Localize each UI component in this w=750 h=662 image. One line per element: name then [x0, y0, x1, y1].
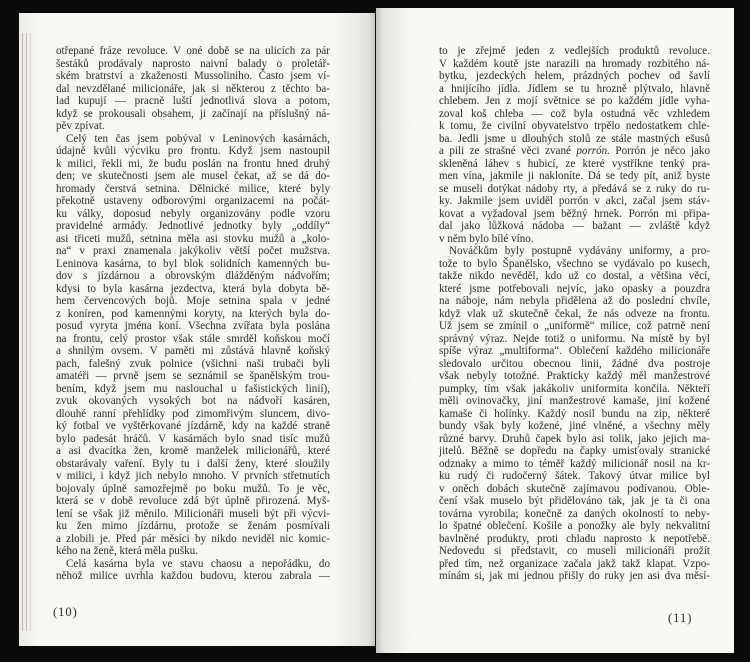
text-line: v něm bylo bílé víno.	[439, 232, 534, 245]
text-line: které jsme potřebovali nejvíc, jako opasky a pouzdra	[439, 282, 710, 295]
text-line: lo špatné oblečení. Košile a ponožky ale byly nekvalitní	[439, 520, 710, 532]
text-line: v milici, i když jich nebylo mnoho. V prvních střetnutích	[56, 470, 330, 482]
text-line: na“ v praxi znamenala jakýkoliv větší počet mužstva.	[56, 245, 330, 257]
left-page-body-text	[56, 45, 330, 583]
text-line: hem červencových bojů. Moje setnina spala v jedné	[56, 295, 330, 307]
text-line: lení se však již měnilo. Milicionáři museli být při výcvi-	[56, 507, 330, 520]
text-line: mínám si, jak mi jednou přišly do ruky jen asi dva měsí-	[439, 570, 710, 582]
text-line: pravidelné armády. Jednotlivé jednotky byly „oddíly“	[56, 220, 330, 232]
text-line: otřepané fráze revoluce. V oné době se na ulicích za pár	[56, 45, 330, 57]
text-line: Už jsem se zmínil o „uniformě“ milice, což patrně není	[439, 320, 710, 332]
right-page	[376, 8, 734, 653]
text-line: a zlobili je. Před pár měsíci by nikdo neviděl nic komic-	[56, 532, 330, 545]
text-line: dov s jízdárnou a obrovským dlážděným nádvořím;	[56, 270, 330, 282]
text-line: bytku, jezdeckých helem, prázdných pochev od šavlí	[439, 70, 710, 82]
text-line: před tím, než organizace začala jakž takž klapat. Vzpo-	[439, 557, 710, 570]
text-line: na náboje, nám nebyla přidělena až do poslední chvíle,	[439, 295, 710, 307]
text-line: Nováčkům byly postupně vydávány uniformy, a pro-	[449, 245, 710, 257]
text-line: ku rudý či rudočerný šátek. Takový útvar milice byl	[439, 470, 710, 482]
text-line: ku války, doposud nebyly organizovány podle vzoru	[56, 207, 330, 220]
text-line: když se prokousali obsahem, ji začínají na příslušný ná-	[56, 107, 330, 120]
text-line: překotně ustaveny odborovými organizacemi na počát-	[56, 195, 330, 207]
text-line: pumpky, tím však jakákoliv uniformita končila. Někteří	[439, 382, 710, 395]
text-line: bavlněné produkty, proti chladu naprosto k nepotřebě.	[439, 532, 710, 545]
right-page-body-text	[439, 45, 710, 583]
page-stack-edge	[30, 33, 31, 631]
text-line: k tomu, že civilní obyvatelstvo trpělo nedostatkem chle-	[439, 120, 710, 132]
text-line: různé barvy. Druhů čapek bylo asi tolik, jako jejich ma-	[439, 432, 710, 445]
text-line: men vína, jakmile ji nakloníte. Dá se tedy pít, aniž byste	[439, 170, 710, 182]
text-line: a shnilým ovsem. V paměti mi zůstává hlavně koňský	[56, 345, 330, 357]
page-number-left: (10)	[53, 605, 78, 619]
text-line: ký fotbal ve vyštěrkované jízdárně, kdy na každé straně	[56, 420, 330, 432]
text-line: chlebem. Jen z mojí světnice se po každém jídle vyha-	[439, 95, 710, 107]
text-line: správný výraz. Nejde totiž o uniformu. Na místě by byl	[439, 332, 710, 345]
text-line: asi třiceti mužů, setnina měla asi stovku mužů a „kolo-	[56, 232, 330, 245]
text-line: Celá kasárna byla ve stavu chaosu a nepořádku, do	[66, 557, 330, 570]
text-line: kdysi to byla kasárna jezdectva, která byla dobyta bě-	[56, 282, 330, 295]
text-line: čení však muselo být přidělováno tak, jak je ta či ona	[439, 495, 710, 507]
text-line: bením, když jsem mu naslouchal u fašistických linií),	[56, 382, 330, 395]
text-line: lad kupují — pracně luští jednotlivá slova a potom,	[56, 95, 330, 107]
text-line: pach, falešný zvuk polnice (všichni naši trubači byli	[56, 357, 330, 370]
text-line: Nedovedu si představit, co museli milicionáři prožít	[439, 545, 710, 557]
page-stack-edge	[26, 33, 27, 631]
text-line: Celý ten čas jsem pobýval v Leninových kasárnách,	[66, 132, 330, 145]
text-line: sledovalo určitou obecnou linii, žádné dva postroje	[439, 357, 710, 370]
text-line	[439, 145, 710, 158]
text-line: tože to bylo Španělsko, všechno se vydávalo po kusech,	[439, 257, 710, 270]
text-line: něhož milice uvrhla každou budovu, kterou zabrala —	[56, 570, 330, 582]
text-line: údajně kvůli výcviku pro frontu. Když jsem nastoupil	[56, 145, 330, 157]
text-line: jitelů. Běžně se dopředu na čapky umisťovaly stranické	[439, 445, 710, 457]
text-line: bylo padesát hráčů. V kasárnách bylo snad tisíc mužů	[56, 432, 330, 445]
left-page	[19, 13, 375, 646]
text-line: skleněná láhev s hubicí, ze které vystříkne tenký pra-	[439, 157, 710, 170]
text-line: ky. Jakmile jsem uviděl porrón v akci, začal jsem stáv-	[439, 195, 710, 207]
text-segment: Porrón je něco jako	[609, 145, 710, 157]
text-line: posud vyryta jména koní. Všechna zvířata byla poslána	[56, 320, 330, 332]
text-line: která se v době revoluce zdá být úplně přirozená. Myš-	[56, 495, 330, 507]
text-line: měli ovinovačky, jiní manžestrové kamaše, jiní kožené	[439, 395, 710, 407]
text-segment: a pili ze strašné věci zvané	[439, 145, 577, 157]
text-line: kovat a vyžadoval jsem běžný hrnek. Porrón mi připa-	[439, 207, 710, 220]
text-line: bundy však byly kožené, jiné vlněné, a všechny měly	[439, 420, 710, 432]
text-line: hromady čerstvá setnina. Dělnické milice, které byly	[56, 182, 330, 195]
text-line: když vlak už skutečně čekal, že nás odveze na frontu.	[439, 307, 710, 320]
text-line: a hnijícího jídla. Jídlem se tu hrozně plýtvalo, hlavně	[439, 82, 710, 95]
text-line: spíše výraz „multiforma“. Oblečení každého milicionáře	[439, 345, 710, 357]
text-line: a asi dvacítka žen, kromě manželek milicionářů, které	[56, 445, 330, 457]
text-line: Leninova kasárna, to byl blok solidních kamenných bu-	[56, 257, 330, 270]
page-stack-edge	[22, 33, 23, 631]
text-line: bojovaly úplně samozřejmě po boku mužů. To je věc,	[56, 482, 330, 495]
text-line: amatéři — prvně jsem se seznámil se španělským trou-	[56, 370, 330, 382]
text-line: z koníren, pod kamennými koryty, na kterých byla do-	[56, 307, 330, 320]
text-line: zoval koš chleba — což byla ostudná věc vzhledem	[439, 107, 710, 120]
text-line: odznaky a mimo to téměř každý milicionář nosil na kr-	[439, 457, 710, 470]
text-line: šestáků prodávaly naprosto naivní balady o proletář-	[56, 57, 330, 70]
text-line: kamaše či holínky. Každý nosil bundu na zip, některé	[439, 407, 710, 420]
text-line: v oněch dobách skutečně zajímavou podívanou. Oble-	[439, 482, 710, 495]
text-line: ba. Jedli jsme u dlouhých stolů ze stále mastných ešusů	[439, 132, 710, 145]
text-line: to je zřejmě jeden z vedlejších produktů revoluce.	[439, 45, 710, 57]
text-line: ském bratrství a zkaženosti Mussoliniho. Často jsem ví-	[56, 70, 330, 82]
text-line: továrna vyrobila; konečně za daných okolností to neby-	[439, 507, 710, 520]
text-line: V každém koutě jste narazili na hromady rozbitého ná-	[439, 57, 710, 70]
page-number-right: (11)	[668, 611, 693, 625]
text-line: pěv zpívat.	[56, 120, 105, 132]
text-line: na frontu, celý prostor však stále smrděl koňskou močí	[56, 332, 330, 345]
text-line: se museli dotýkat nádoby rty, a předává se z ruky do ru-	[439, 182, 710, 195]
text-line: dlouhé ranní přehlídky pod zimomřivým sluncem, divo-	[56, 407, 330, 420]
text-line: kého na ženě, která měla pušku.	[56, 545, 199, 557]
text-line: k milici, řekli mi, že budu poslán na frontu hned druhý	[56, 157, 330, 170]
text-line: takže nikdo nevěděl, kdo už co dostal, a většina věcí,	[439, 270, 710, 282]
text-line: den; ve skutečnosti jsem ale musel čekat, až se dá do-	[56, 170, 330, 182]
text-line: obstarávaly vaření. Byly tu i další ženy, které sloužily	[56, 457, 330, 470]
text-line: však nebyly totožné. Prakticky každý měl manžestrové	[439, 370, 710, 382]
text-line: ku žen mimo jízdárnu, protože se ženám posmívali	[56, 520, 330, 532]
text-line: zvuk okovaných vysokých bot na nádvoří kasáren,	[56, 395, 330, 407]
text-line: dal nevzdělané milicionáře, jak si některou z těchto ba-	[56, 82, 330, 95]
italic-term: porrón.	[576, 145, 610, 157]
text-line: dal jako lůžková nádoba — bažant — zvláště když	[439, 220, 710, 232]
